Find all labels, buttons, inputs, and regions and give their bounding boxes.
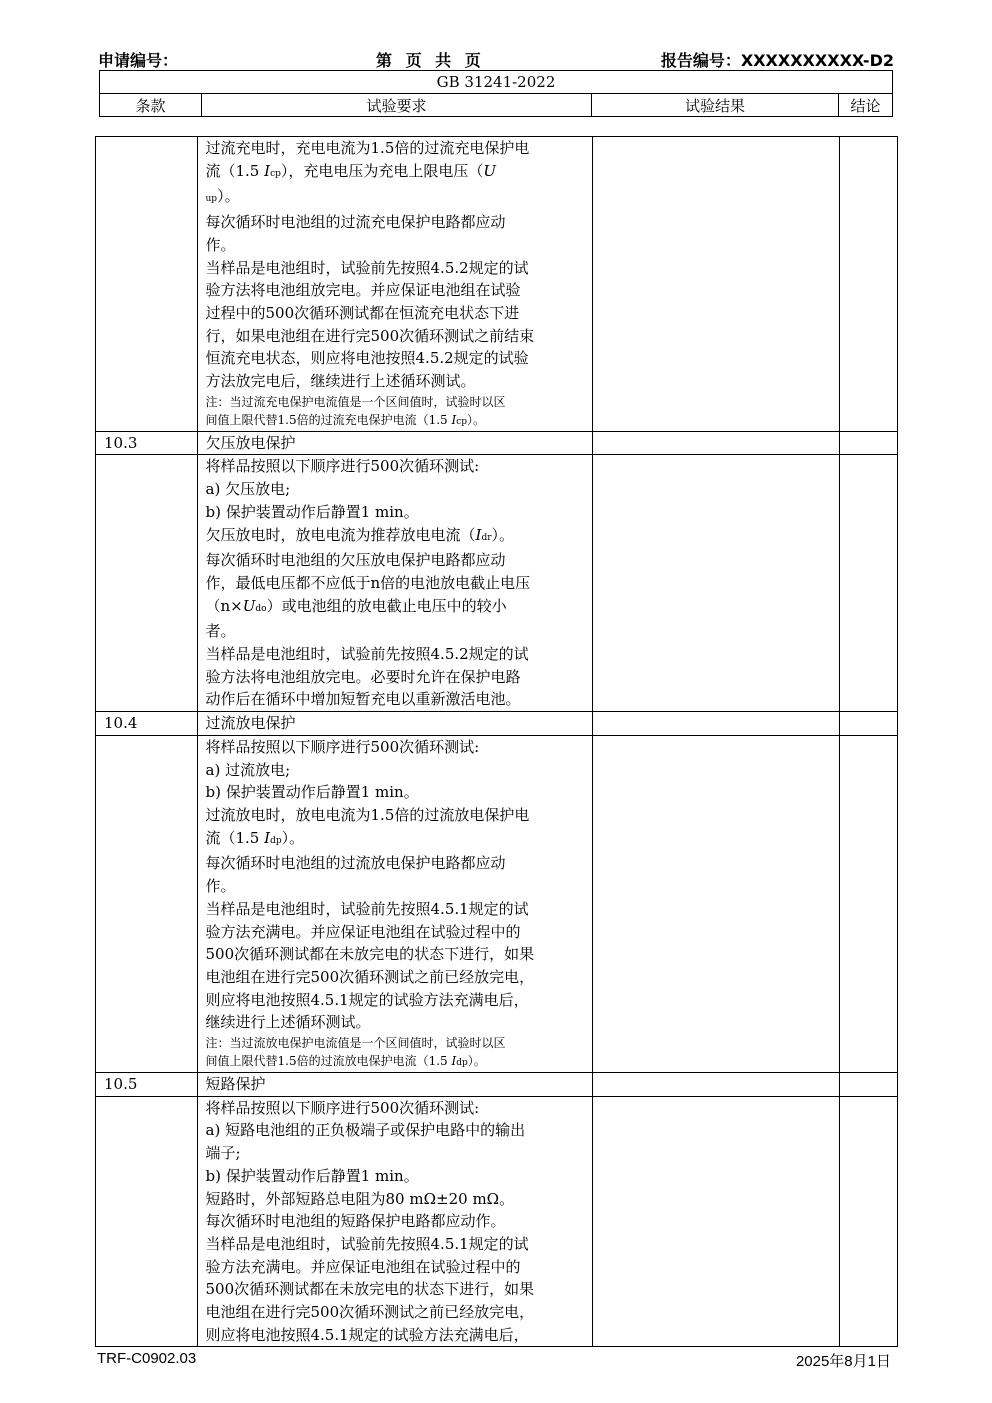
col-result: 试验结果 bbox=[592, 94, 839, 117]
col-requirement: 试验要求 bbox=[202, 94, 592, 117]
table-row bbox=[96, 455, 898, 712]
form-code: TRF-C0902.03 bbox=[97, 1350, 197, 1367]
clause-title: 欠压放电保护 bbox=[197, 431, 593, 455]
clause-number: 10.3 bbox=[96, 431, 198, 455]
requirement-text: 过流充电时，充电电流为1.5倍的过流充电保护电 流（1.5 Icp），充电电压为充电上限电压（U up）。 每次循环时电池组的过流充电保护电路都应动 作。 当样品是电池组时，试验前先按照4.5.2规定的试 验方法将电池组放完电。并应保证电池组在试验 过程中的500次循环测试都在恒流充电状态下进 行，如果电池组在进行完500次循环测试之前结束 恒流充电状态，则应将电池按照4.5.2规定的试验 方法放完电后，继续进行上述循环测试。 注：当过流充电保护电流值是一个区间值时，试验时以区 间值上限代替1.5倍的过流充电保护电流（1.5 Icp）。 bbox=[197, 137, 593, 432]
col-verdict: 结论 bbox=[839, 94, 893, 117]
table-row bbox=[96, 1096, 898, 1347]
result-cell[interactable] bbox=[593, 1073, 839, 1097]
page-count: 第 页 共 页 bbox=[376, 51, 485, 70]
note: 注：当过流放电保护电流值是一个区间值时，试验时以区 bbox=[205, 1036, 506, 1051]
clause-title: 短路保护 bbox=[197, 1073, 593, 1097]
col-clause: 条款 bbox=[100, 94, 202, 117]
requirement-text: 将样品按照以下顺序进行500次循环测试: a) 过流放电; b) 保护装置动作后静置1 min。 过流放电时，放电电流为1.5倍的过流放电保护电 流（1.5 Idp）。 每次循环时电池组的过流放电保护电路都应动 作。 当样品是电池组时，试验前先按照4.5.1规定的试 验方法充满电。并应保证电池组在试验过程中的 500次循环测试都在未放完电的状态下进行，如果 电池组在进行完500次循环测试之前已经放完电， 则应将电池按照4.5.1规定的试验方法充满电后， 继续进行上述循环测试。 注：当过流放电保护电流值是一个区间值时，试验时以区 间值上限代替1.5倍的过流放电保护电流（1.5 Idp）。 bbox=[197, 735, 593, 1072]
result-cell[interactable] bbox=[593, 455, 839, 712]
page-header bbox=[98, 48, 894, 70]
clause-number: 10.4 bbox=[96, 712, 198, 736]
note: 注：当过流充电保护电流值是一个区间值时，试验时以区 bbox=[205, 394, 506, 409]
verdict-cell[interactable] bbox=[839, 431, 897, 455]
clause-number: 10.5 bbox=[96, 1073, 198, 1097]
requirement-text: 将样品按照以下顺序进行500次循环测试: a) 欠压放电; b) 保护装置动作后静置1 min。 欠压放电时，放电电流为推荐放电电流（Idr）。 每次循环时电池组的欠压放电保护电路都应动 作，最低电压都不应低于n倍的电池放电截止电压 （n×Udo）或电池组的放电截止电压中的较小 者。 当样品是电池组时，试验前先按照4.5.2规定的试 验方法将电池组放完电。必要时允许在保护电路 动作后在循环中增加短暂充电以重新激活电池。 bbox=[197, 455, 593, 712]
table-row bbox=[96, 431, 898, 455]
result-cell[interactable] bbox=[593, 712, 839, 736]
result-cell[interactable] bbox=[593, 735, 839, 1072]
result-cell[interactable] bbox=[593, 431, 839, 455]
verdict-cell[interactable] bbox=[839, 712, 897, 736]
verdict-cell[interactable] bbox=[839, 1096, 897, 1347]
requirement-text: 将样品按照以下顺序进行500次循环测试: a) 短路电池组的正负极端子或保护电路中的输出 端子; b) 保护装置动作后静置1 min。 短路时，外部短路总电阻为80 mΩ±20 mΩ。 每次循环时电池组的短路保护电路都应动作。 当样品是电池组时，试验前先按照4.5.1规定的试 验方法充满电。并应保证电池组在试验过程中的 500次循环测试都在未放完电的状态下进行，如果 电池组在进行完500次循环测试之前已经放完电， 则应将电池按照4.5.1规定的试验方法充满电后， bbox=[197, 1096, 593, 1347]
issue-date: 2025年8月1日 bbox=[795, 1353, 891, 1370]
requirements-table bbox=[95, 136, 898, 1347]
table-row bbox=[96, 1073, 898, 1097]
report-number: 报告编号：XXXXXXXXXX-D2 bbox=[660, 51, 894, 70]
standard-number: GB 31241-2022 bbox=[100, 71, 893, 94]
result-cell[interactable] bbox=[593, 1096, 839, 1347]
table-row bbox=[96, 137, 898, 432]
header-table bbox=[99, 70, 893, 117]
result-cell[interactable] bbox=[593, 137, 839, 432]
verdict-cell[interactable] bbox=[839, 735, 897, 1072]
table-row bbox=[96, 735, 898, 1072]
verdict-cell[interactable] bbox=[839, 137, 897, 432]
application-number-label: 申请编号： bbox=[98, 51, 179, 70]
clause-title: 过流放电保护 bbox=[197, 712, 593, 736]
verdict-cell[interactable] bbox=[839, 455, 897, 712]
verdict-cell[interactable] bbox=[839, 1073, 897, 1097]
table-row bbox=[96, 712, 898, 736]
